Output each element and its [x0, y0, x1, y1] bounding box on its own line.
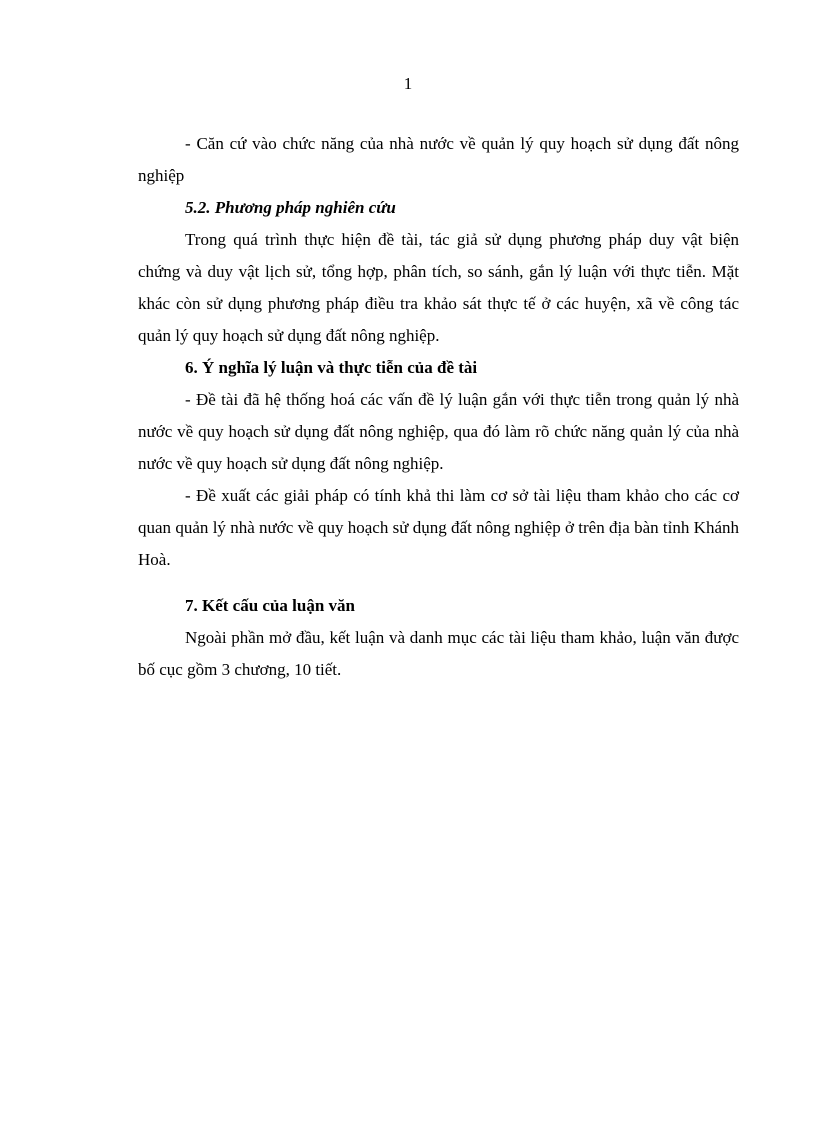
heading-research-method: 5.2. Phương pháp nghiên cứu — [185, 198, 396, 217]
paragraph-significance-1: - Đề tài đã hệ thống hoá các vấn đề lý luận gắn với thực tiễn trong quản lý nhà nước về quy hoạch sử dụng đất nông nghiệp, qua đó làm rõ chức năng quản lý của nhà nước về quy hoạch sử dụng đất nông nghiệp. — [138, 390, 739, 473]
paragraph-structure: Ngoài phần mở đầu, kết luận và danh mục các tài liệu tham khảo, luận văn được bố cục gồm 3 chương, 10 tiết. — [138, 628, 739, 679]
heading-structure: 7. Kết cấu của luận văn — [185, 596, 356, 615]
page-number: 1 — [403, 74, 413, 93]
paragraph-basis: - Căn cứ vào chức năng của nhà nước về quản lý quy hoạch sử dụng đất nông nghiệp — [138, 134, 739, 185]
paragraph-research-method: Trong quá trình thực hiện đề tài, tác giả sử dụng phương pháp duy vật biện chứng và duy vật lịch sử, tổng hợp, phân tích, so sánh, gắn lý luận với thực tiễn. Mặt khác còn sử dụng phương pháp điều tra khảo sát thực tế ở các huyện, xã về công tác quản lý quy hoạch sử dụng đất nông nghiệp. — [138, 230, 739, 345]
page-body — [138, 128, 739, 686]
paragraph-significance-2: - Đề xuất các giải pháp có tính khả thi làm cơ sở tài liệu tham khảo cho các cơ quan quản lý nhà nước về quy hoạch sử dụng đất nông nghiệp ở trên địa bàn tỉnh Khánh Hoà. — [138, 486, 739, 569]
heading-significance: 6. Ý nghĩa lý luận và thực tiễn của đề tài — [185, 358, 478, 377]
